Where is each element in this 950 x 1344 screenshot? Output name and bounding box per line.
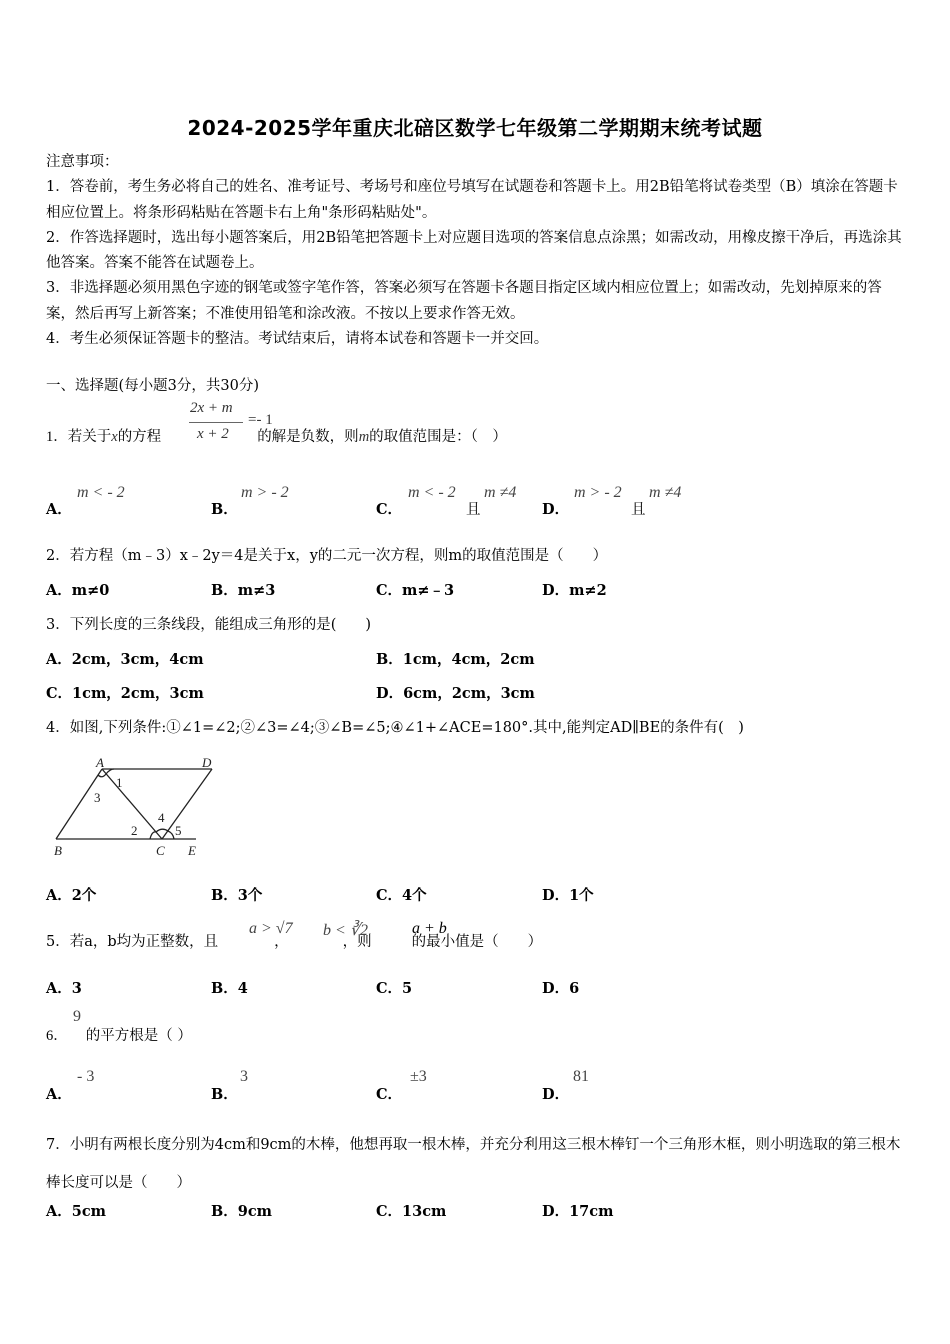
q6-option-c[interactable]: C． <box>376 1086 403 1103</box>
angle-arc-4 <box>156 829 168 832</box>
section-heading: 一、选择题(每小题3分，共30分) <box>46 378 259 394</box>
q6-option-b[interactable]: B． <box>211 1086 238 1103</box>
q4-figure <box>50 755 220 865</box>
q1-option-c[interactable]: C． <box>376 501 403 518</box>
q7-option-d[interactable]: D．17cm <box>542 1203 614 1220</box>
q1-text-mid: 的方程 <box>117 429 162 445</box>
q5-text-mid: ，则 <box>342 934 372 950</box>
question-5 <box>46 930 542 951</box>
q2-option-d[interactable]: D．m≠2 <box>542 582 607 599</box>
note-item: 3．非选择题必须用黑色字迹的钢笔或签字笔作答，答案必须写在答题卡各题目指定区域内相应位置上；如需改动，先划掉原来的答案，然后再写上新答案；不准使用铅笔和涂改液。不按以上要求作答无效。 <box>46 280 882 322</box>
q3-option-a[interactable]: A．2cm，3cm，4cm <box>46 651 204 668</box>
q1-text-end: 的取值范围是：（ ） <box>369 429 507 445</box>
q6-text: 的平方根是（ ） <box>85 1028 192 1044</box>
label-a: A <box>96 755 104 770</box>
q2-option-c[interactable]: C．m≠﹣3 <box>376 582 455 599</box>
page-title: 2024-2025学年重庆北碚区数学七年级第二学期期末统考试题 <box>187 116 763 140</box>
q5-text-post: 的最小值是（ ） <box>411 934 543 950</box>
angle-3: 3 <box>94 790 101 805</box>
q6-option-d-value: 81 <box>573 1068 589 1085</box>
q1-numerator: 2x + m <box>190 400 233 416</box>
note-item: 2．作答选择题时，选出每小题答案后，用2B铅笔把答题卡上对应题目选项的答案信息点涂黑；如需改动，用橡皮擦干净后，再选涂其他答案。答案不能答在试题卷上。 <box>46 229 902 272</box>
notes-block <box>46 150 906 352</box>
q5-option-d[interactable]: D．6 <box>542 980 580 997</box>
q3-option-b[interactable]: B．1cm，4cm，2cm <box>376 651 535 668</box>
q1-option-c-and: 且 <box>466 502 481 518</box>
q1-fraction-bar <box>189 422 243 423</box>
q1-option-b-math: m > - 2 <box>241 484 289 501</box>
q6-radicand: 9 <box>73 1008 81 1025</box>
angle-arc-2 <box>150 832 156 839</box>
q1-option-a[interactable]: A． <box>46 501 72 518</box>
q4-option-c[interactable]: C．4个 <box>376 887 427 904</box>
q1-text-post: 的解是负数，则 <box>257 429 359 445</box>
q6-option-d[interactable]: D． <box>542 1086 570 1103</box>
q1-var-x: x <box>111 429 118 445</box>
angle-1: 1 <box>116 775 123 790</box>
q4-option-b[interactable]: B．3个 <box>211 887 263 904</box>
q7-option-c[interactable]: C．13cm <box>376 1203 447 1220</box>
q3-option-d[interactable]: D．6cm，2cm，3cm <box>376 685 535 702</box>
angle-2: 2 <box>131 823 138 838</box>
angle-arc-1 <box>106 769 114 774</box>
q1-option-a-math: m < - 2 <box>77 484 125 501</box>
question-number: 6． <box>46 1028 68 1044</box>
q6-option-a-value: - 3 <box>77 1068 95 1085</box>
q1-option-d-and: 且 <box>631 502 646 518</box>
q6-option-b-value: 3 <box>240 1068 248 1085</box>
angle-5: 5 <box>175 823 182 838</box>
note-item: 4．考生必须保证答题卡的整洁。考试结束后，请将本试卷和答题卡一并交回。 <box>46 331 549 348</box>
question-4: 4．如图,下列条件:①∠1=∠2;②∠3=∠4;③∠B=∠5;④∠1+∠ACE=180°.其中,能判定AD∥BE的条件有( ) <box>46 720 744 736</box>
q1-option-d[interactable]: D． <box>542 501 570 518</box>
q1-var-m: m <box>358 429 370 445</box>
question-7: 7．小明有两根长度分别为4cm和9cm的木棒，他想再取一根木棒，并充分利用这三根木棒钉一个三角形木框，则小明选取的第三根木棒长度可以是（ ） <box>46 1137 901 1191</box>
q4-option-a[interactable]: A．2个 <box>46 887 97 904</box>
q1-option-b[interactable]: B． <box>211 501 238 518</box>
label-b: B <box>54 843 62 858</box>
q6-option-c-value: ±3 <box>410 1068 427 1085</box>
label-c: C <box>156 843 165 858</box>
q5-text-pre: 5．若a，b均为正整数，且 <box>46 934 219 950</box>
q6-option-a[interactable]: A． <box>46 1086 72 1103</box>
question-number: 1． <box>46 429 68 445</box>
notes-heading: 注意事项： <box>46 154 119 170</box>
q5-condition-a: a > √7 <box>249 920 293 937</box>
q5-option-b[interactable]: B．4 <box>211 980 248 997</box>
question-6 <box>46 1024 192 1045</box>
angle-arc-5 <box>168 831 174 839</box>
q7-option-b[interactable]: B．9cm <box>211 1203 273 1220</box>
q1-option-d-math: m > - 2 <box>574 484 622 501</box>
question-3: 3．下列长度的三条线段，能组成三角形的是( ) <box>46 617 372 633</box>
q1-option-d-math2: m ≠4 <box>649 484 682 501</box>
q2-option-a[interactable]: A．m≠0 <box>46 582 110 599</box>
q3-option-c[interactable]: C．1cm，2cm，3cm <box>46 685 204 702</box>
q1-option-c-math2: m ≠4 <box>484 484 517 501</box>
q1-denominator: x + 2 <box>197 426 229 442</box>
angle-4: 4 <box>158 810 165 825</box>
note-item: 1．答卷前，考生务必将自己的姓名、准考证号、考场号和座位号填写在试题卷和答题卡上。用2B铅笔将试卷类型（B）填涂在答题卡相应位置上。将条形码粘贴在答题卡右上角"条形码粘贴处"。 <box>46 179 898 221</box>
q5-expression: a + b <box>412 920 447 937</box>
question-2: 2．若方程（m﹣3）x﹣2y＝4是关于x，y的二元一次方程，则m的取值范围是（ ） <box>46 548 608 564</box>
q2-option-b[interactable]: B．m≠3 <box>211 582 276 599</box>
q5-condition-b: b < ∛2 <box>323 922 368 939</box>
label-d: D <box>202 755 212 770</box>
q5-sep: ， <box>274 934 289 950</box>
q5-option-c[interactable]: C．5 <box>376 980 413 997</box>
q7-option-a[interactable]: A．5cm <box>46 1203 107 1220</box>
line-cd <box>162 769 212 839</box>
question-1 <box>46 425 507 446</box>
label-e: E <box>188 843 196 858</box>
q4-option-d[interactable]: D．1个 <box>542 887 594 904</box>
q1-rhs: =- 1 <box>248 412 273 428</box>
q1-option-c-math: m < - 2 <box>408 484 456 501</box>
q1-text-pre: 若关于 <box>67 429 112 445</box>
q5-option-a[interactable]: A．3 <box>46 980 82 997</box>
